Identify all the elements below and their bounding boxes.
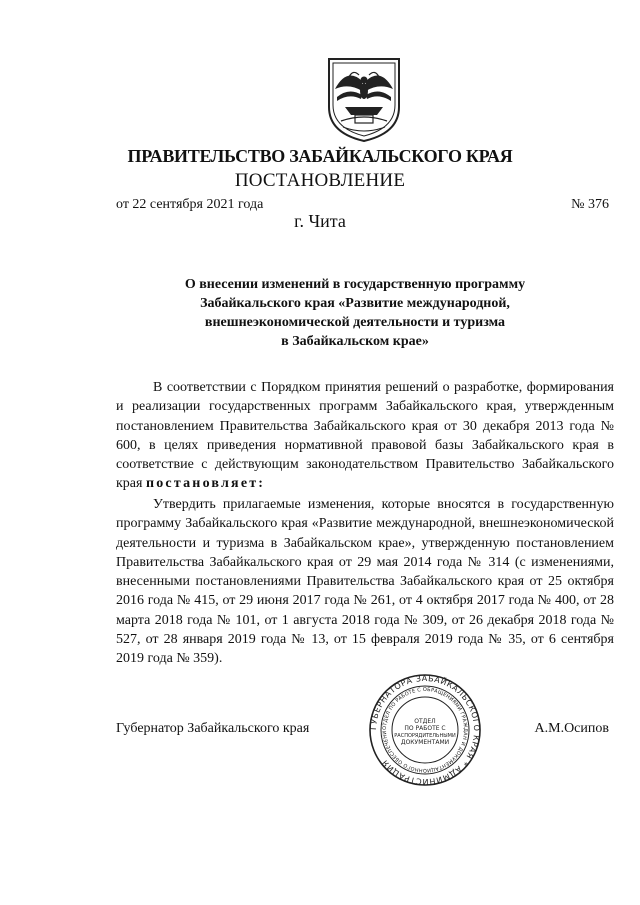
signer-position: Губернатор Забайкальского края (116, 721, 310, 736)
title-line: внешнеэкономической деятельности и туризма (204, 315, 506, 330)
preamble-paragraph (116, 378, 614, 494)
document-number: № 376 (571, 197, 609, 212)
seal-outer-text: ГУБЕРНАТОРА ЗАБАЙКАЛЬСКОГО КРАЯ * АДМИНИСТРАЦИЯ (368, 673, 482, 787)
preamble-text: В соответствии с Порядком принятия решений о разработке, формирования и реализации государственных программ Забайкальского края, утвержденным постановлением Правительства Забайкальского края от 30 декабря 2013 года № 600, в целях приведения нормативной правовой базы Забайкальского края в соответствие с действующим законодательством Правительство Забайкальского края (116, 380, 614, 492)
resolves-keyword: постановляет: (145, 476, 266, 492)
document-type: ПОСТАНОВЛЕНИЕ (234, 170, 406, 191)
document-title (150, 275, 560, 351)
resolution-paragraph: Утвердить прилагаемые изменения, которые вносятся в государственную программу Забайкальского края «Развитие международной, внешнеэкономической деятельности и туризма в Забайкальском крае», утвержденную постановлением Правительства Забайкальского края от 29 мая 2014 года № 314 (с изменениями, внесенными постановлениями Правительства Забайкальского края от 25 октября 2016 года № 415, от 29 июня 2017 года № 261, от 4 октября 2017 года № 400, от 28 марта 2018 года № 101, от 1 августа 2018 года № 309, от 26 декабря 2018 года № 527, от 28 января 2019 года № 13, от 15 февраля 2019 года № 35, от 6 сентября 2019 года № 359). (116, 497, 614, 667)
title-line: О внесении изменений в государственную программу (184, 277, 526, 292)
seal-center-line: ОТДЕЛ (414, 718, 436, 725)
title-line: в Забайкальском крае» (281, 334, 429, 349)
document-date: от 22 сентября 2021 года (116, 197, 264, 212)
document-city: г. Чита (294, 211, 346, 231)
official-seal-icon (368, 673, 482, 787)
seal-center-line: РАСПОРЯДИТЕЛЬНЫМИ (394, 733, 456, 739)
seal-center-line: ПО РАБОТЕ С (404, 725, 446, 732)
seal-middle-text: ОТДЕЛ ПО РАБОТЕ С ОБРАЩЕНИЯМИ ГРАЖДАН И ДОКУМЕНТАЦИОННОГО ОБЕСПЕЧЕНИ (381, 686, 469, 774)
organization-name: ПРАВИТЕЛЬСТВО ЗАБАЙКАЛЬСКОГО КРАЯ (127, 146, 513, 166)
signer-name: А.М.Осипов (534, 721, 609, 736)
title-line: Забайкальского края «Развитие международной, (200, 296, 510, 311)
coat-of-arms-icon (325, 55, 403, 143)
seal-center-line: ДОКУМЕНТАМИ (400, 739, 450, 746)
